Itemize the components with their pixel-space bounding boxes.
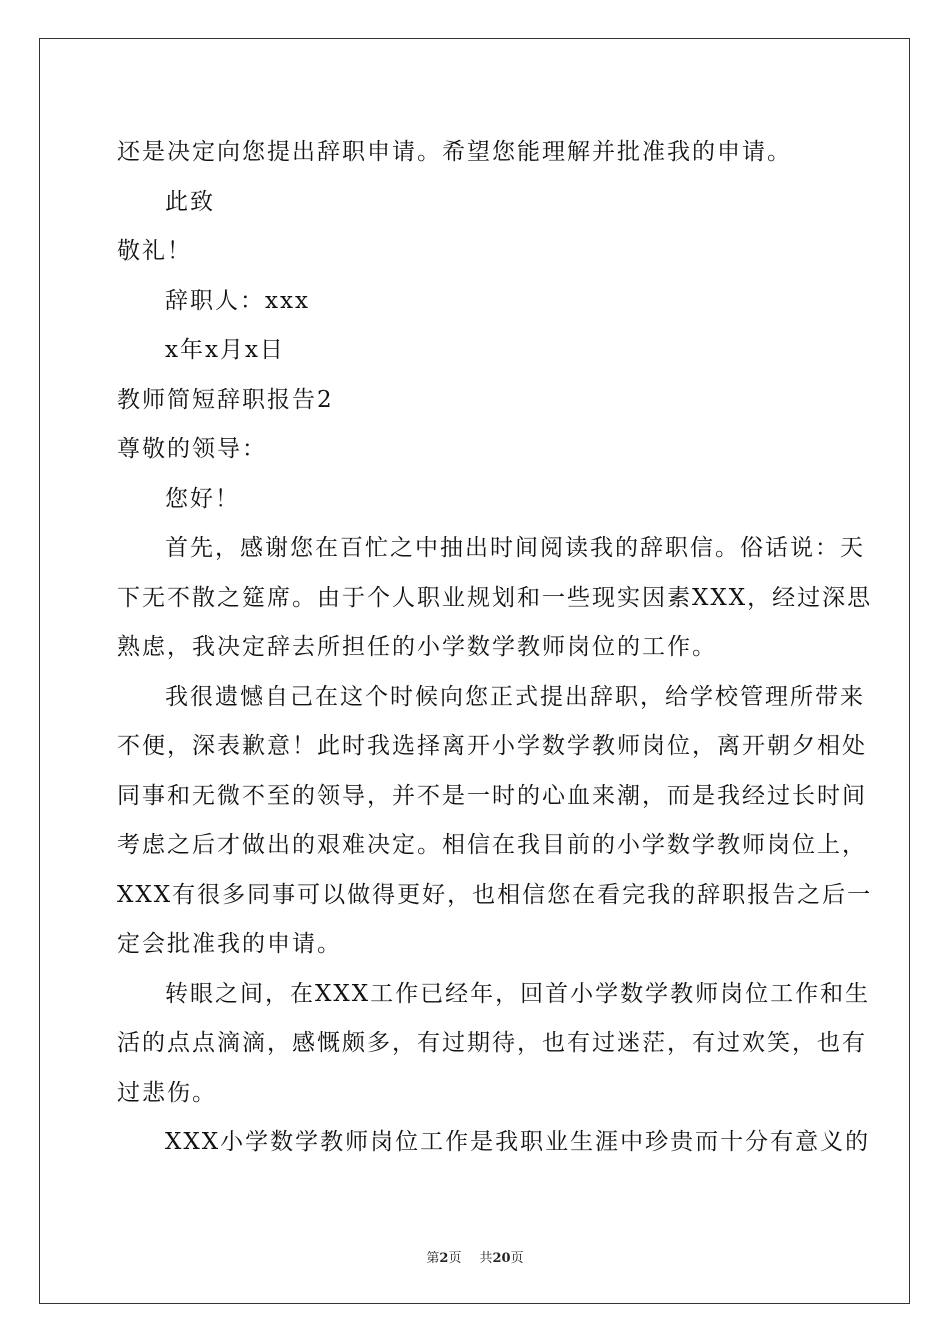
- text-line: 下无不散之筵席。由于个人职业规划和一些现实因素XXX，经过深思: [117, 584, 873, 611]
- text-line: 熟虑，我决定辞去所担任的小学数学教师岗位的工作。: [117, 634, 717, 660]
- signature-line: 辞职人：xxx: [165, 287, 310, 314]
- text-line: XXX有很多同事可以做得更好，也相信您在看完我的辞职报告之后一: [117, 881, 873, 908]
- page-prefix: 第: [426, 1251, 440, 1266]
- text-line: 定会批准我的申请。: [117, 931, 342, 957]
- greeting-line: 您好！: [165, 485, 240, 512]
- text-line: 转眼之间，在XXX工作已经年，回首小学数学教师岗位工作和生: [165, 980, 871, 1007]
- salutation-line: 敬礼！: [117, 238, 192, 264]
- text-line: 不便，深表歉意！此时我选择离开小学数学教师岗位，离开朝夕相处: [117, 733, 867, 759]
- greeting-line: 尊敬的领导：: [117, 436, 267, 462]
- page-suffix: 页: [448, 1251, 462, 1266]
- text-line: 同事和无微不至的领导，并不是一时的心血来潮，而是我经过长时间: [117, 782, 867, 809]
- total-suffix: 页: [510, 1251, 524, 1266]
- page-footer: [0, 1247, 950, 1266]
- section-title: 教师简短辞职报告2: [117, 386, 334, 413]
- total-prefix: 共: [479, 1251, 493, 1266]
- page-number: 2: [439, 1251, 449, 1266]
- text-line: XXX小学数学教师岗位工作是我职业生涯中珍贵而十分有意义的: [165, 1129, 871, 1155]
- text-line: 还是决定向您提出辞职申请。希望您能理解并批准我的申请。: [117, 139, 792, 165]
- date-line: x年x月x日: [165, 337, 285, 363]
- salutation-line: 此致: [165, 188, 215, 215]
- text-line: 我很遗憾自己在这个时候向您正式提出辞职，给学校管理所带来: [165, 683, 865, 710]
- text-line: 首先，感谢您在百忙之中抽出时间阅读我的辞职信。俗话说：天: [165, 535, 865, 561]
- text-line: 考虑之后才做出的艰难决定。相信在我目前的小学数学教师岗位上，: [117, 832, 867, 858]
- text-line: 过悲伤。: [117, 1079, 217, 1106]
- document-body: [117, 128, 873, 1168]
- text-line: 活的点点滴滴，感慨颇多，有过期待，也有过迷茫，有过欢笑，也有: [117, 1030, 867, 1056]
- total-pages: 20: [492, 1251, 511, 1266]
